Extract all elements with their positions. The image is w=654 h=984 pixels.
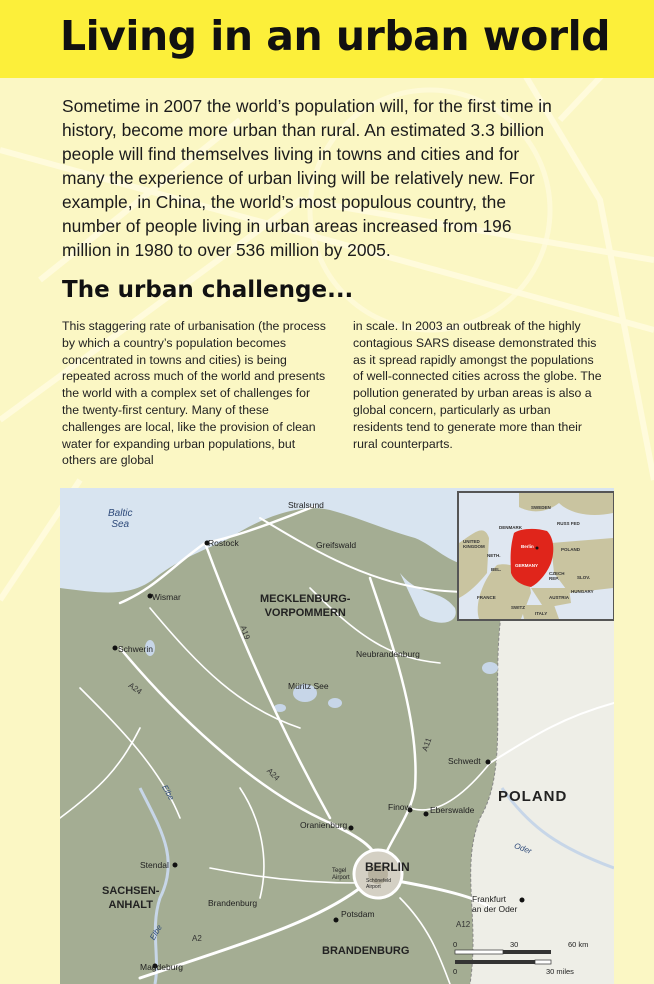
inset-hungary: HUNGARY — [571, 589, 594, 594]
state-sachsen-anhalt: SACHSEN- ANHALT — [102, 885, 160, 911]
scale-label-zero-mi: 0 — [453, 967, 458, 976]
inset-netherlands: NETH. — [487, 553, 501, 558]
river-elbe: Elbe — [160, 783, 176, 802]
city-schwedt: Schwedt — [448, 756, 481, 766]
city-magdeburg: Magdeburg — [140, 962, 184, 972]
inset-united-kingdom: UNITED KINGDOM — [463, 539, 485, 549]
scale-label-30-miles: 30 miles — [546, 967, 574, 976]
city-stralsund: Stralsund — [288, 500, 324, 510]
road-a12: A12 — [456, 920, 471, 929]
scale-label-30-km: 30 — [510, 940, 519, 949]
inset-russia: RUSS FED — [557, 521, 580, 526]
state-brandenburg: BRANDENBURG — [322, 945, 410, 957]
intro-paragraph: Sometime in 2007 the world’s population will, for the first time in history, become more urban than rural. An estimated 3.3 billion people will find themselves living in towns and cities and for many the experience of urban living will be relatively new. For example, in China, the world’s most populous country, the number of people living in urban areas increased from 196 million in 1980 to over 536 million by 2005. — [62, 96, 552, 260]
city-schonefeld-airport: Schönefeld Airport — [366, 878, 392, 890]
inset-sweden: SWEDEN — [531, 505, 551, 510]
city-rostock: Rostock — [208, 538, 239, 548]
body-text-right-column: in scale. In 2003 an outbreak of the highly contagious SARS disease demonstrated this as it spread rapidly amongst the populations of well-connected cities across the globe. The pollution generated by urban areas is also a global concern, particularly as urban residents tend to generate more than their rural counterparts. — [353, 319, 602, 451]
page-title: Living in an urban world — [60, 12, 610, 60]
inset-berlin: Berlin — [521, 544, 534, 549]
scale-label-zero-km: 0 — [453, 940, 458, 949]
river-oder: Oder — [512, 841, 533, 856]
city-berlin: BERLIN — [365, 860, 410, 874]
road-a19: A19 — [238, 624, 252, 641]
city-frankfurt-oder: Frankfurt an der Oder — [472, 894, 518, 914]
country-poland-label: POLAND — [498, 788, 568, 805]
road-a24-south: A24 — [264, 766, 282, 783]
city-wismar: Wismar — [152, 592, 181, 602]
inset-slovakia: SLOV. — [577, 575, 591, 580]
city-schwerin: Schwerin — [118, 644, 153, 654]
inset-czech: CZECH REP. — [549, 571, 565, 581]
city-stendal: Stendal — [140, 860, 169, 870]
inset-italy: ITALY — [535, 611, 548, 616]
inset-drawing — [459, 493, 613, 619]
baltic-sea-label: Baltic Sea — [108, 508, 133, 530]
city-brandenburg: Brandenburg — [208, 898, 258, 908]
city-greifswald: Greifswald — [316, 540, 357, 550]
section-heading: The urban challenge... — [62, 277, 354, 303]
inset-denmark: DENMARK — [499, 525, 522, 530]
river-elbe-south: Elbe — [148, 923, 164, 942]
inset-austria: AUSTRIA — [549, 595, 569, 600]
road-a2: A2 — [192, 934, 202, 943]
city-finow: Finow — [388, 802, 411, 812]
inset-belgium: BEL. — [491, 567, 502, 572]
city-potsdam: Potsdam — [341, 909, 375, 919]
regional-map — [60, 488, 614, 984]
europe-locator-inset — [457, 491, 614, 621]
inset-poland: POLAND — [561, 547, 580, 552]
city-neubrandenburg: Neubrandenburg — [356, 649, 420, 659]
road-a24: A24 — [126, 680, 144, 697]
road-a11: A11 — [420, 736, 434, 753]
lake-muritz: Müritz See — [288, 681, 329, 691]
body-text-left-column: This staggering rate of urbanisation (the process by which a country’s population becomes concentrated in towns and cities) is being repeated across much of the world and presents the world with a complex set of challenges for the twenty-first century. Many of these challenges are local, like the provision of clean water for expanding urban populations, but others are global — [62, 319, 326, 468]
inset-switzerland: SWITZ — [511, 605, 525, 610]
city-eberswalde: Eberswalde — [430, 805, 475, 815]
inset-germany: GERMANY — [515, 563, 539, 568]
city-tegel-airport: Tegel Airport — [332, 868, 350, 881]
state-mecklenburg-vorpommern: MECKLENBURG- VORPOMMERN — [260, 593, 351, 619]
inset-france: FRANCE — [477, 595, 496, 600]
city-oranienburg: Oranienburg — [300, 820, 348, 830]
scale-label-60-km: 60 km — [568, 940, 589, 949]
